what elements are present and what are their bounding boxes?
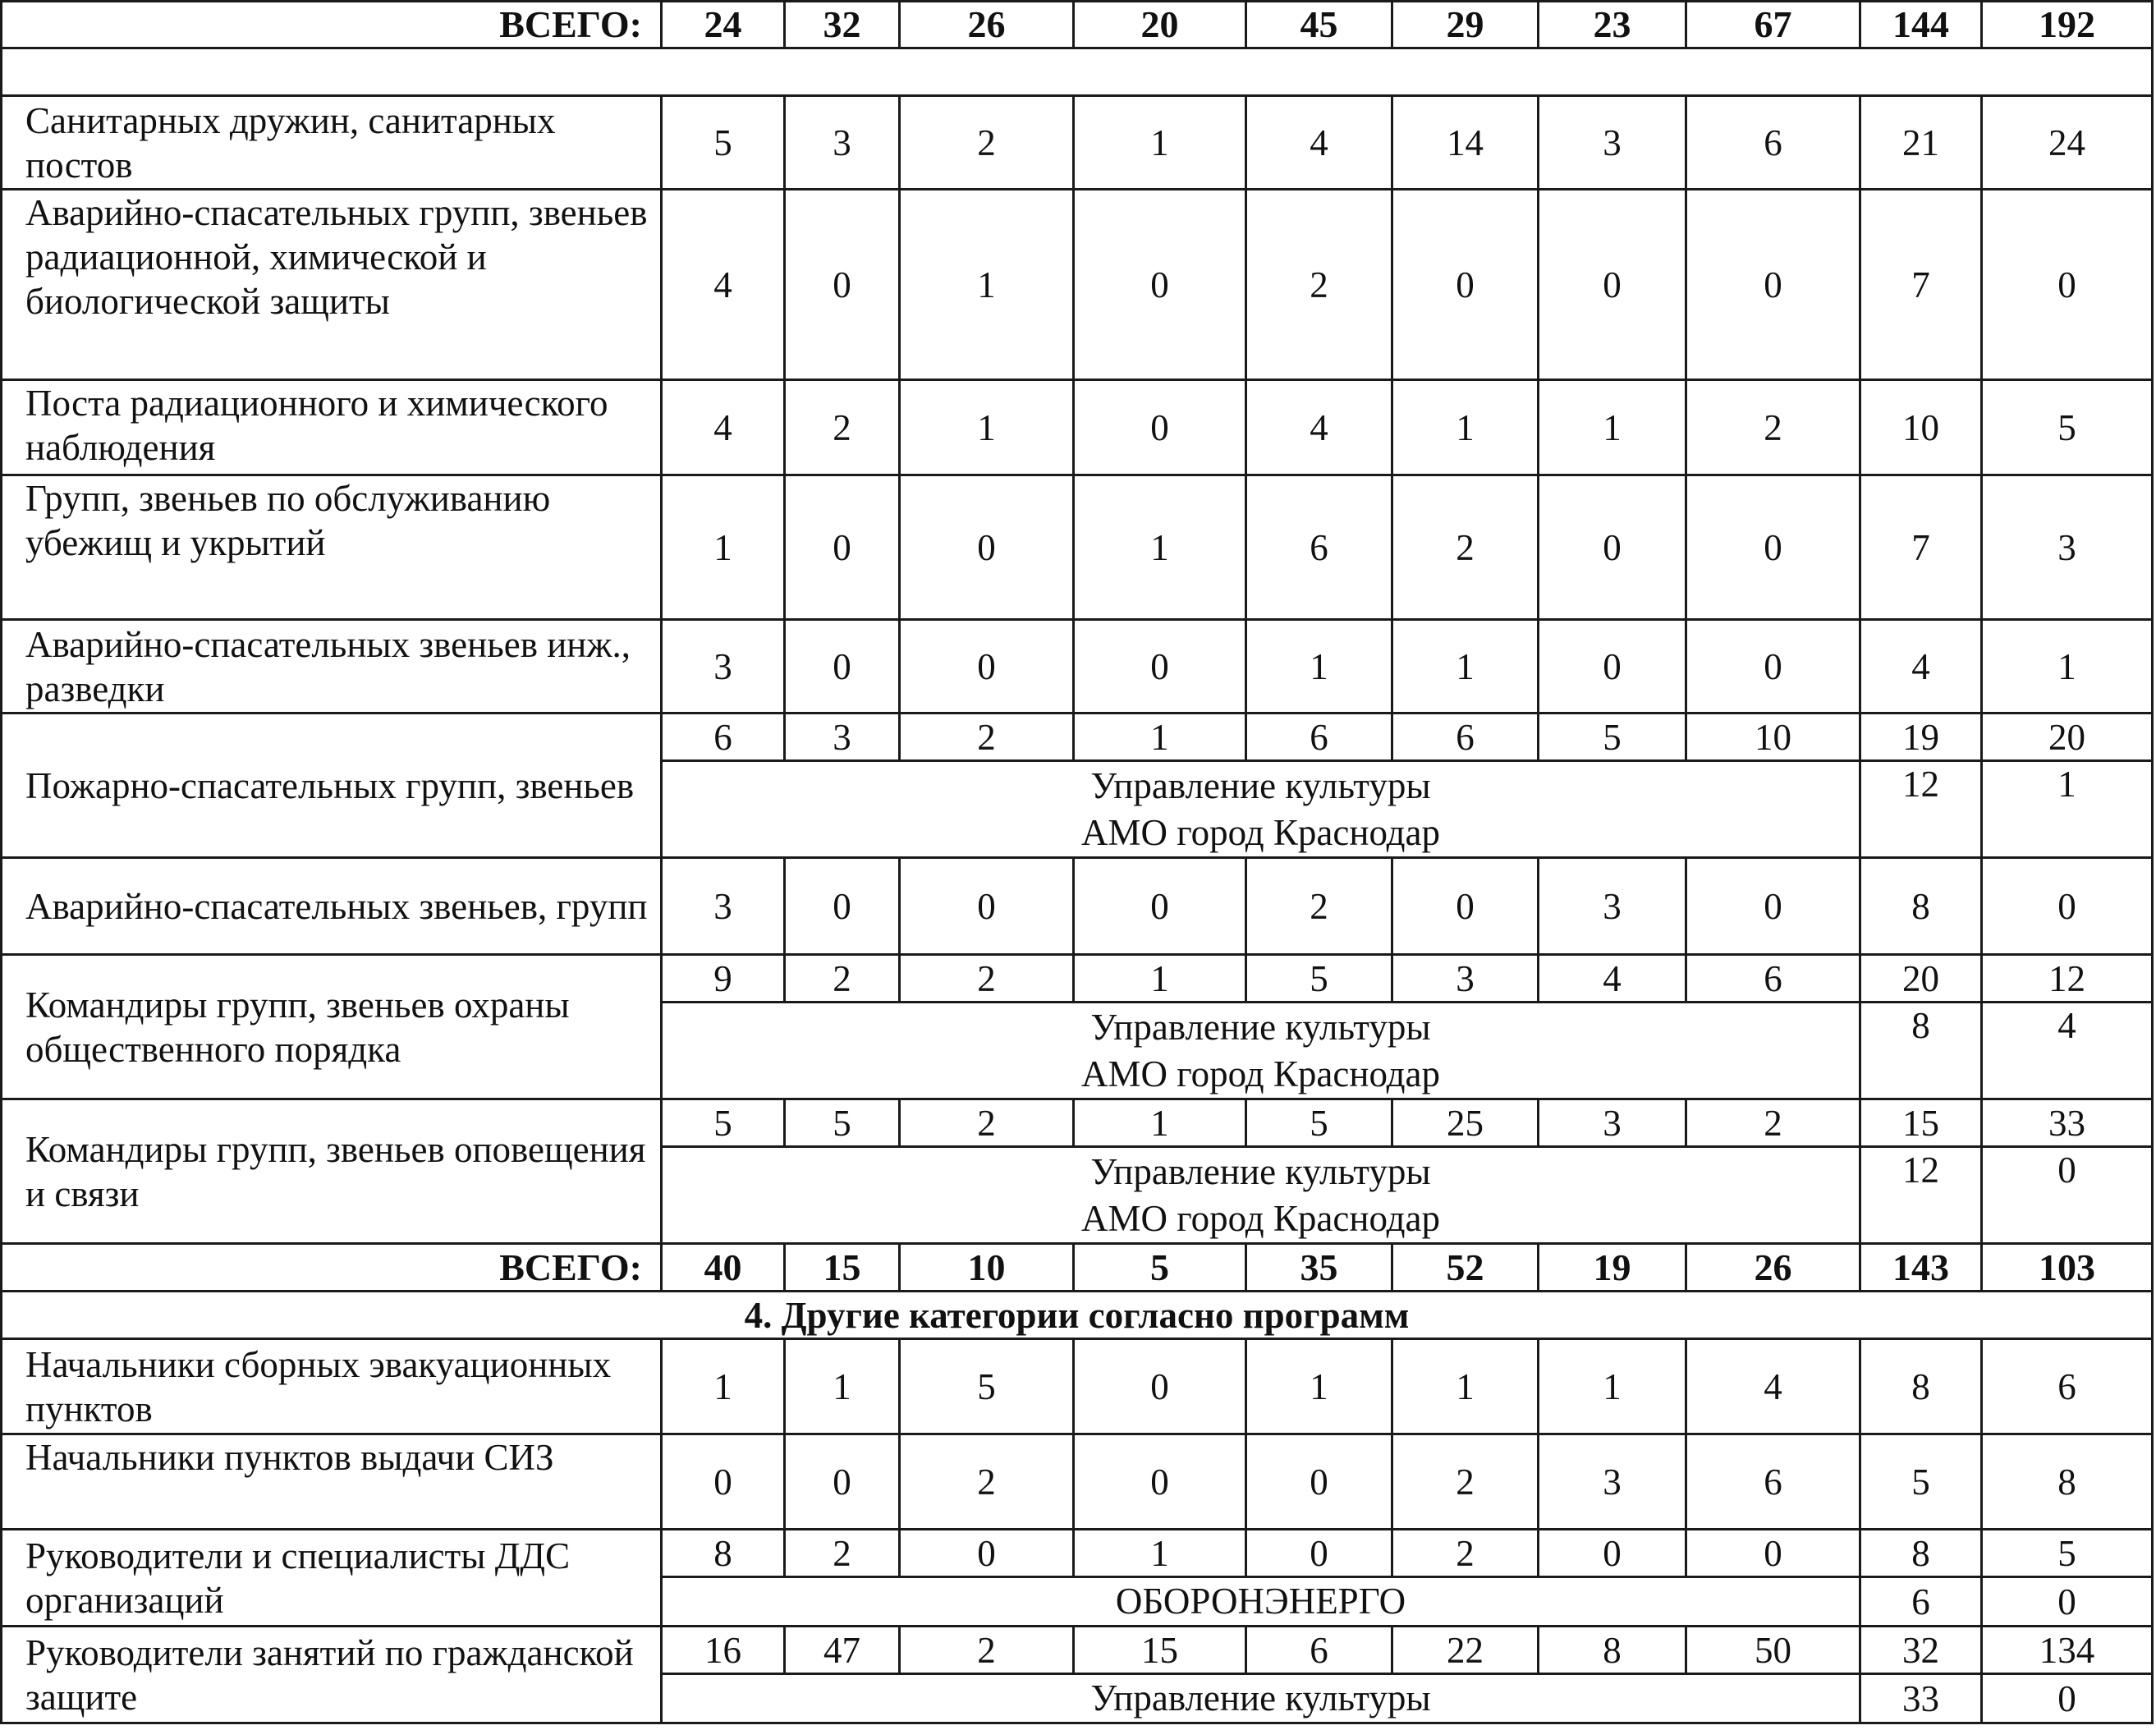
value-cell: 0 <box>1982 1147 2153 1244</box>
value-cell: 0 <box>1686 858 1860 955</box>
value-cell: 5 <box>1860 1434 1982 1530</box>
value-cell: 1 <box>1392 1339 1539 1434</box>
table-row <box>2 190 2153 380</box>
value-cell: 144 <box>1860 2 1982 48</box>
value-cell: 3 <box>1539 858 1686 955</box>
value-cell: 3 <box>1982 475 2153 620</box>
value-cell: 1 <box>900 380 1074 475</box>
value-cell: 3 <box>785 96 900 190</box>
value-cell: 2 <box>1392 1434 1539 1530</box>
value-cell: 32 <box>785 2 900 48</box>
value-cell: 5 <box>1982 1530 2153 1577</box>
blank-cell <box>2 48 2153 96</box>
value-cell: 0 <box>1074 380 1246 475</box>
value-cell: 20 <box>1074 2 1246 48</box>
value-cell: 47 <box>785 1627 900 1674</box>
value-cell: 0 <box>662 1434 785 1530</box>
section-row <box>2 1292 2153 1339</box>
value-cell: 8 <box>1860 858 1982 955</box>
value-cell: 2 <box>900 1627 1074 1674</box>
row-label: Руководители и специалисты ДДС организаций <box>2 1530 662 1627</box>
value-cell: 2 <box>1686 1099 1860 1147</box>
organization-name: АМО город Краснодар <box>1080 811 1441 853</box>
value-cell: 6 <box>1686 955 1860 1003</box>
value-cell: 4 <box>662 380 785 475</box>
value-cell: 103 <box>1982 1244 2153 1292</box>
value-cell: 26 <box>1686 1244 1860 1292</box>
value-cell: 6 <box>1392 714 1539 761</box>
value-cell: 2 <box>785 955 900 1003</box>
value-cell: 5 <box>662 96 785 190</box>
value-cell: 9 <box>662 955 785 1003</box>
value-cell: 2 <box>900 955 1074 1003</box>
table-row <box>2 955 2153 1003</box>
value-cell: 1 <box>1074 714 1246 761</box>
value-cell: 7 <box>1860 190 1982 380</box>
value-cell: 0 <box>1074 1339 1246 1434</box>
value-cell: 0 <box>900 620 1074 714</box>
row-label: Аварийно-спасательных групп, звеньев радиационной, химической и биологической защиты <box>2 190 662 380</box>
value-cell: 8 <box>1982 1434 2153 1530</box>
value-cell: 192 <box>1982 2 2153 48</box>
value-cell: 23 <box>1539 2 1686 48</box>
value-cell: 0 <box>785 858 900 955</box>
row-label: Поста радиационного и химического наблюдения <box>2 380 662 475</box>
value-cell: 20 <box>1982 714 2153 761</box>
table-row <box>2 858 2153 955</box>
value-cell: 0 <box>1686 620 1860 714</box>
table-row <box>2 48 2153 96</box>
value-cell: 5 <box>662 1099 785 1147</box>
value-cell: 6 <box>1246 1627 1392 1674</box>
organization-cell <box>662 1003 1860 1099</box>
row-label: Пожарно-спасательных групп, звеньев <box>2 714 662 858</box>
value-cell: 7 <box>1860 475 1982 620</box>
value-cell: 6 <box>1686 1434 1860 1530</box>
value-cell: 1 <box>785 1339 900 1434</box>
value-cell: 1 <box>1539 1339 1686 1434</box>
value-cell: 4 <box>1860 620 1982 714</box>
value-cell: 0 <box>1982 190 2153 380</box>
value-cell: 0 <box>900 1530 1074 1577</box>
organization-name: Управление культуры <box>1090 1677 1431 1719</box>
value-cell: 29 <box>1392 2 1539 48</box>
value-cell: 6 <box>1860 1577 1982 1627</box>
value-cell: 0 <box>1074 620 1246 714</box>
row-label: ВСЕГО: <box>2 2 662 48</box>
value-cell: 0 <box>1539 620 1686 714</box>
row-label: Руководители занятий по гражданской защите <box>2 1627 662 1723</box>
value-cell: 4 <box>1246 96 1392 190</box>
value-cell: 1 <box>1074 1530 1246 1577</box>
organization-name: Управление культуры <box>1090 1006 1431 1048</box>
value-cell: 40 <box>662 1244 785 1292</box>
value-cell: 3 <box>1539 1099 1686 1147</box>
table-row <box>2 1530 2153 1577</box>
value-cell: 5 <box>900 1339 1074 1434</box>
value-cell: 5 <box>1246 955 1392 1003</box>
value-cell: 5 <box>1982 380 2153 475</box>
row-label: Аварийно-спасательных звеньев инж., разведки <box>2 620 662 714</box>
value-cell: 134 <box>1982 1627 2153 1674</box>
value-cell: 6 <box>662 714 785 761</box>
value-cell: 5 <box>1539 714 1686 761</box>
organization-cell <box>662 1577 1860 1627</box>
value-cell: 0 <box>1246 1530 1392 1577</box>
value-cell: 0 <box>1686 1530 1860 1577</box>
value-cell: 1 <box>1074 475 1246 620</box>
value-cell: 19 <box>1860 714 1982 761</box>
row-label: Начальники сборных эвакуационных пунктов <box>2 1339 662 1434</box>
value-cell: 6 <box>1686 96 1860 190</box>
total-row <box>2 1244 2153 1292</box>
value-cell: 2 <box>900 1099 1074 1147</box>
value-cell: 3 <box>662 620 785 714</box>
value-cell: 4 <box>1686 1339 1860 1434</box>
table-row <box>2 96 2153 190</box>
value-cell: 0 <box>785 190 900 380</box>
value-cell: 15 <box>1860 1099 1982 1147</box>
value-cell: 2 <box>900 714 1074 761</box>
value-cell: 0 <box>785 475 900 620</box>
value-cell: 4 <box>662 190 785 380</box>
value-cell: 67 <box>1686 2 1860 48</box>
row-label: Санитарных дружин, санитарных постов <box>2 96 662 190</box>
value-cell: 1 <box>662 1339 785 1434</box>
value-cell: 15 <box>785 1244 900 1292</box>
value-cell: 10 <box>900 1244 1074 1292</box>
value-cell: 0 <box>785 1434 900 1530</box>
value-cell: 33 <box>1860 1674 1982 1723</box>
value-cell: 2 <box>785 1530 900 1577</box>
value-cell: 5 <box>1246 1099 1392 1147</box>
value-cell: 1 <box>900 190 1074 380</box>
value-cell: 45 <box>1246 2 1392 48</box>
table-row <box>2 1434 2153 1530</box>
value-cell: 21 <box>1860 96 1982 190</box>
value-cell: 2 <box>900 96 1074 190</box>
value-cell: 2 <box>900 1434 1074 1530</box>
value-cell: 0 <box>1246 1434 1392 1530</box>
value-cell: 8 <box>1860 1339 1982 1434</box>
organization-name: ОБОРОНЭНЕРГО <box>1115 1581 1406 1622</box>
organization-cell <box>662 1674 1860 1723</box>
value-cell: 24 <box>1982 96 2153 190</box>
value-cell: 3 <box>785 714 900 761</box>
organization-name: АМО город Краснодар <box>1080 1197 1441 1239</box>
value-cell: 1 <box>1246 1339 1392 1434</box>
row-label: Групп, звеньев по обслуживанию убежищ и укрытий <box>2 475 662 620</box>
value-cell: 3 <box>1392 955 1539 1003</box>
organization-cell <box>662 761 1860 858</box>
value-cell: 3 <box>1539 1434 1686 1530</box>
table-row <box>2 1627 2153 1674</box>
organization-name: Управление культуры <box>1090 764 1431 806</box>
value-cell: 1 <box>1539 380 1686 475</box>
value-cell: 0 <box>1539 190 1686 380</box>
row-label: Командиры групп, звеньев охраны общественного порядка <box>2 955 662 1099</box>
value-cell: 1 <box>1392 380 1539 475</box>
organization-name: АМО город Краснодар <box>1080 1053 1441 1094</box>
value-cell: 1 <box>1982 620 2153 714</box>
value-cell: 22 <box>1392 1627 1539 1674</box>
value-cell: 1 <box>1982 761 2153 858</box>
value-cell: 0 <box>1539 475 1686 620</box>
value-cell: 16 <box>662 1627 785 1674</box>
row-label: Начальники пунктов выдачи СИЗ <box>2 1434 662 1530</box>
value-cell: 1 <box>1392 620 1539 714</box>
value-cell: 24 <box>662 2 785 48</box>
value-cell: 143 <box>1860 1244 1982 1292</box>
table-row <box>2 620 2153 714</box>
value-cell: 8 <box>1539 1627 1686 1674</box>
value-cell: 12 <box>1860 1147 1982 1244</box>
value-cell: 25 <box>1392 1099 1539 1147</box>
value-cell: 4 <box>1982 1003 2153 1099</box>
value-cell: 32 <box>1860 1627 1982 1674</box>
value-cell: 0 <box>1686 475 1860 620</box>
value-cell: 1 <box>662 475 785 620</box>
value-cell: 4 <box>1539 955 1686 1003</box>
value-cell: 50 <box>1686 1627 1860 1674</box>
value-cell: 8 <box>1860 1530 1982 1577</box>
organization-cell <box>662 1147 1860 1244</box>
value-cell: 2 <box>1686 380 1860 475</box>
section-heading: 4. Другие категории согласно программ <box>2 1292 2153 1339</box>
value-cell: 6 <box>1246 475 1392 620</box>
value-cell: 0 <box>900 858 1074 955</box>
value-cell: 6 <box>1982 1339 2153 1434</box>
value-cell: 0 <box>1074 858 1246 955</box>
row-label: Аварийно-спасательных звеньев, групп <box>2 858 662 955</box>
value-cell: 0 <box>1982 1577 2153 1627</box>
value-cell: 0 <box>1539 1530 1686 1577</box>
value-cell: 2 <box>1246 190 1392 380</box>
value-cell: 10 <box>1686 714 1860 761</box>
value-cell: 19 <box>1539 1244 1686 1292</box>
value-cell: 0 <box>1074 190 1246 380</box>
table-row <box>2 714 2153 761</box>
table-row <box>2 380 2153 475</box>
row-label: ВСЕГО: <box>2 1244 662 1292</box>
value-cell: 2 <box>1392 475 1539 620</box>
value-cell: 8 <box>662 1530 785 1577</box>
value-cell: 1 <box>1246 620 1392 714</box>
value-cell: 0 <box>1392 190 1539 380</box>
value-cell: 12 <box>1860 761 1982 858</box>
value-cell: 1 <box>1074 1099 1246 1147</box>
value-cell: 3 <box>662 858 785 955</box>
value-cell: 0 <box>1074 1434 1246 1530</box>
value-cell: 10 <box>1860 380 1982 475</box>
table-row <box>2 1339 2153 1434</box>
value-cell: 20 <box>1860 955 1982 1003</box>
row-label: Командиры групп, звеньев оповещения и связи <box>2 1099 662 1244</box>
value-cell: 2 <box>1392 1530 1539 1577</box>
table-row <box>2 475 2153 620</box>
value-cell: 26 <box>900 2 1074 48</box>
value-cell: 35 <box>1246 1244 1392 1292</box>
value-cell: 14 <box>1392 96 1539 190</box>
value-cell: 8 <box>1860 1003 1982 1099</box>
value-cell: 6 <box>1246 714 1392 761</box>
value-cell: 0 <box>1982 1674 2153 1723</box>
value-cell: 5 <box>1074 1244 1246 1292</box>
value-cell: 1 <box>1074 96 1246 190</box>
value-cell: 2 <box>1246 858 1392 955</box>
value-cell: 4 <box>1246 380 1392 475</box>
value-cell: 12 <box>1982 955 2153 1003</box>
value-cell: 1 <box>1074 955 1246 1003</box>
total-row <box>2 2 2153 48</box>
value-cell: 15 <box>1074 1627 1246 1674</box>
organization-name: Управление культуры <box>1090 1150 1431 1192</box>
value-cell: 0 <box>1686 190 1860 380</box>
value-cell: 2 <box>785 380 900 475</box>
value-cell: 0 <box>1982 858 2153 955</box>
value-cell: 0 <box>785 620 900 714</box>
value-cell: 3 <box>1539 96 1686 190</box>
value-cell: 33 <box>1982 1099 2153 1147</box>
table-row <box>2 1099 2153 1147</box>
value-cell: 5 <box>785 1099 900 1147</box>
value-cell: 0 <box>1392 858 1539 955</box>
value-cell: 52 <box>1392 1244 1539 1292</box>
value-cell: 0 <box>900 475 1074 620</box>
